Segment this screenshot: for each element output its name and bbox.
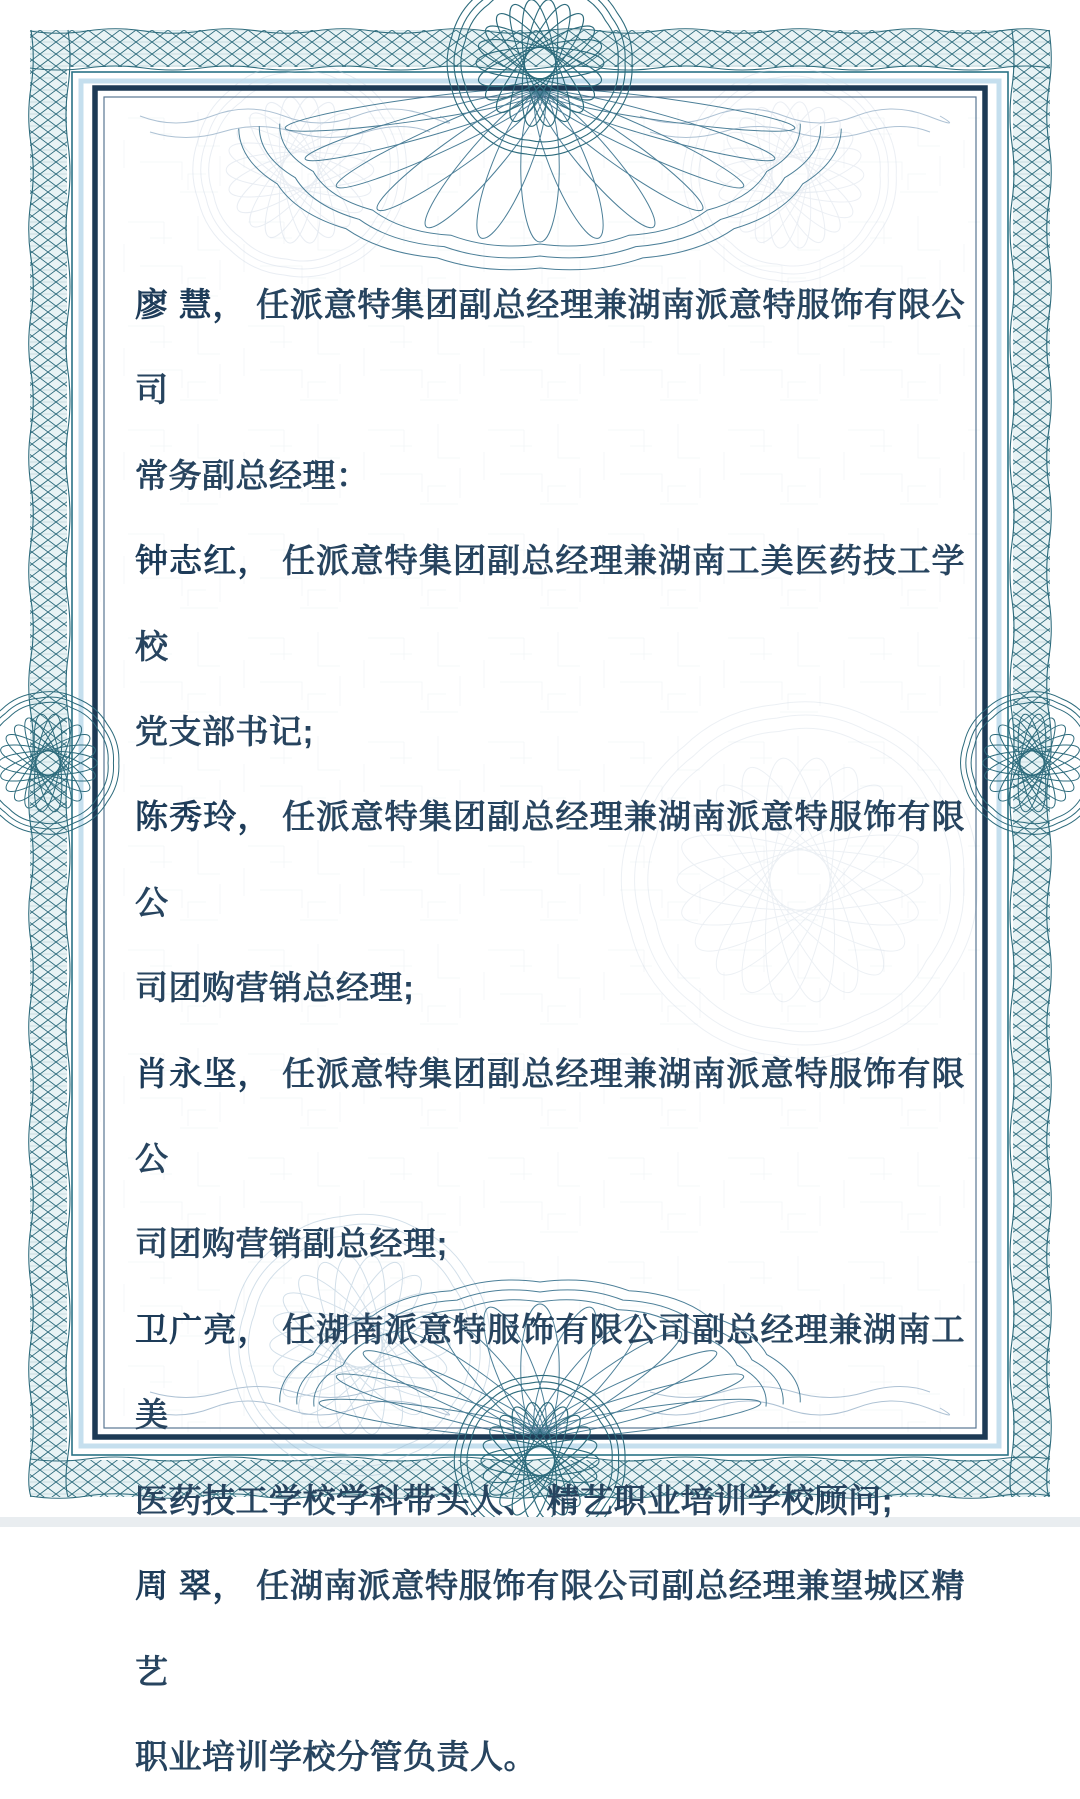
appointment-detail: 职业培训学校分管负责人。 [135,1737,537,1775]
appointment-detail: 任派意特集团副总经理兼湖南派意特服饰有限公 [135,798,966,921]
appointee-name: 卫广亮， [135,1310,272,1348]
appointment-text [135,262,965,1799]
appointment-line [135,774,965,945]
appointment-detail: 常务副总经理： [135,456,370,494]
appointee-name: 钟志红， [135,542,272,580]
appointment-detail: 党支部书记; [135,713,314,751]
appointment-line [135,1458,965,1543]
appointment-line [135,1201,965,1286]
appointee-name: 肖永坚， [135,1054,272,1092]
appointment-detail: 司团购营销副总经理; [135,1225,448,1263]
appointment-detail: 任湖南派意特服饰有限公司副总经理兼望城区精艺 [135,1567,965,1690]
appointment-line [135,1714,965,1799]
appointment-detail: 医药技工学校学科带头人、 精艺职业培训学校顾问; [135,1481,894,1519]
appointment-line [135,689,965,774]
appointment-detail: 司团购营销总经理; [135,969,415,1007]
appointee-name: 陈秀玲， [135,798,272,836]
appointment-line [135,1543,965,1714]
appointment-detail: 任派意特集团副总经理兼湖南工美医药技工学校 [135,542,966,665]
appointee-name: 周 翠， [135,1567,247,1605]
appointment-detail: 任湖南派意特服饰有限公司副总经理兼湖南工美 [135,1310,966,1434]
appointment-line [135,518,965,689]
appointment-detail: 任派意特集团副总经理兼湖南派意特服饰有限公 [135,1054,966,1178]
appointment-line [135,262,965,433]
appointment-line [135,945,965,1030]
appointment-detail: 任派意特集团副总经理兼湖南派意特服饰有限公司 [135,286,965,409]
appointment-line [135,1287,965,1458]
appointment-line [135,1031,965,1202]
appointee-name: 廖 慧， [135,286,247,323]
appointment-line [135,433,965,518]
